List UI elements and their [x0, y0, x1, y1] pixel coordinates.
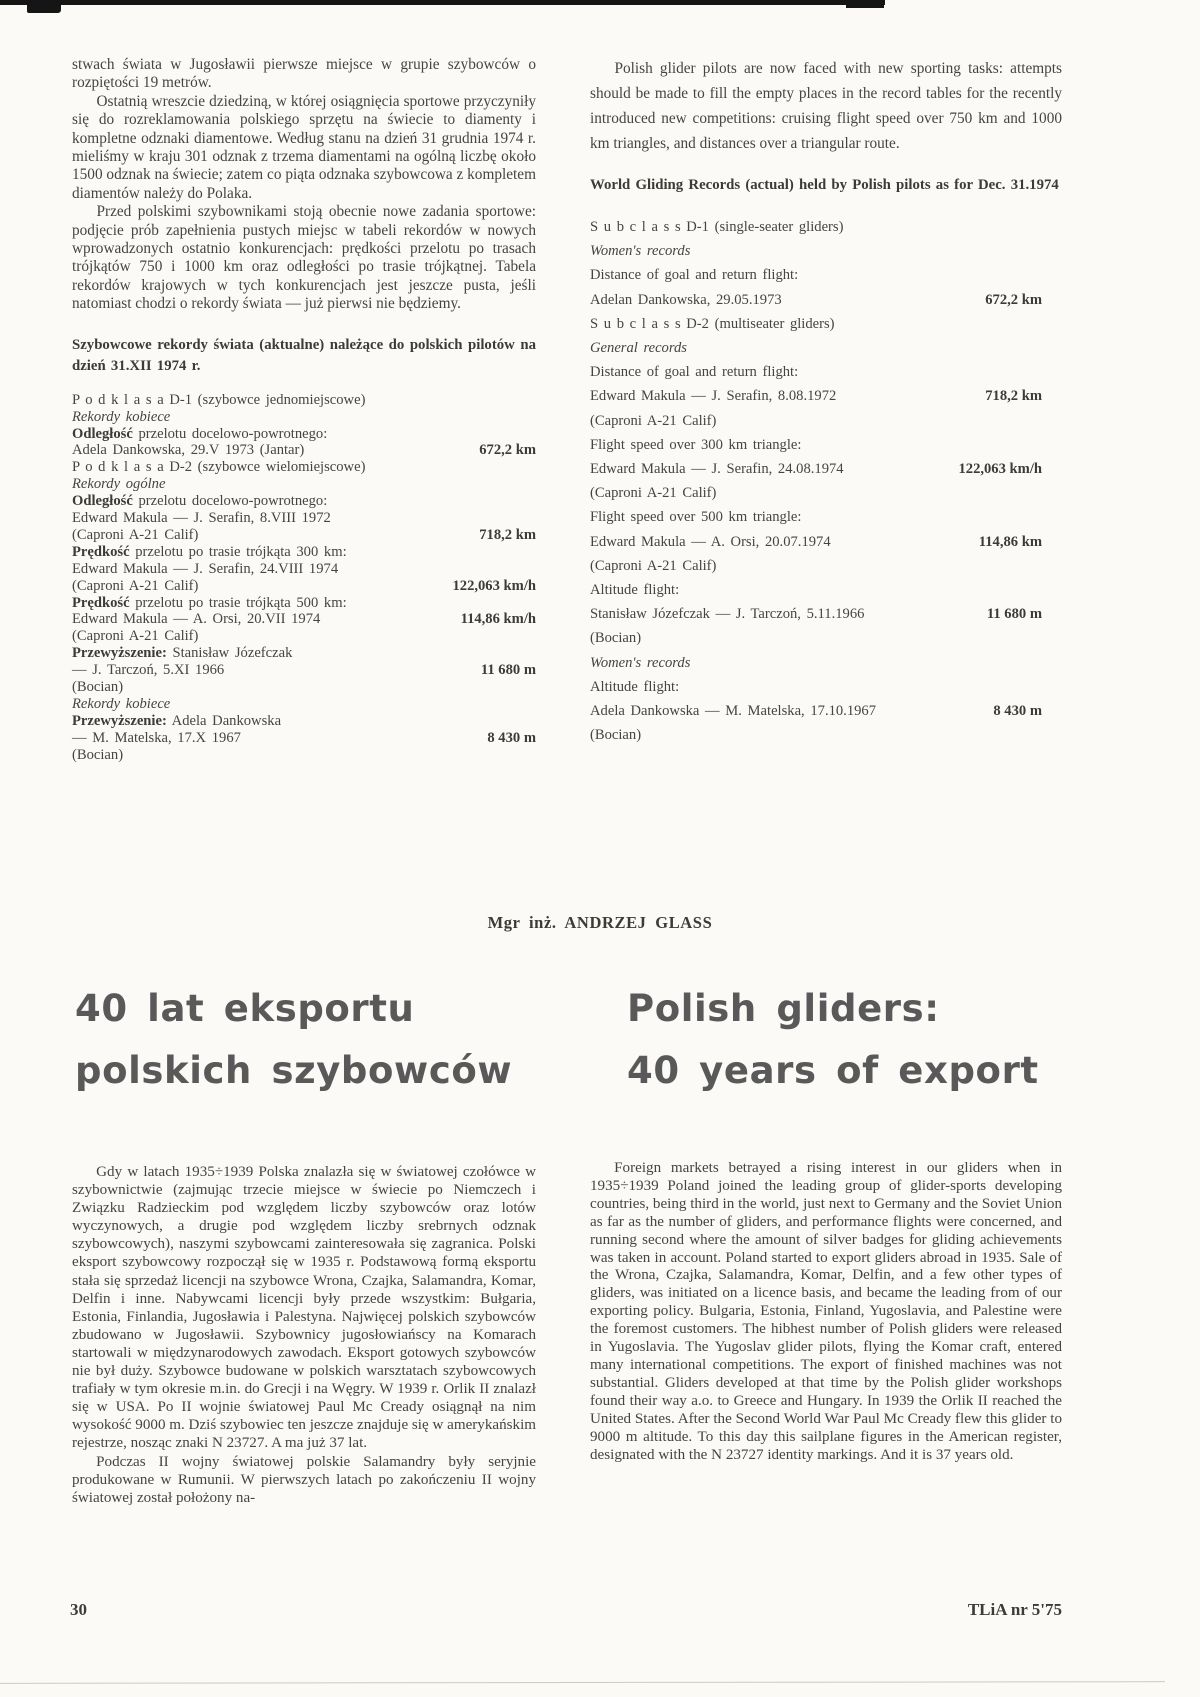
- record-detail: Adelan Dankowska, 29.05.1973: [590, 291, 782, 308]
- scan-artifact-top-band-segment: [846, 0, 884, 8]
- record-text: [72, 442, 304, 459]
- record-line: [590, 215, 1062, 239]
- record-detail: przelotu docelowo-powrotnego:: [132, 493, 328, 510]
- record-text: [72, 645, 292, 662]
- journal-issue-reference: TLiA nr 5'75: [967, 1600, 1062, 1619]
- record-line: [72, 595, 536, 612]
- record-text: [72, 730, 241, 747]
- record-detail: Rekordy kobiece: [72, 408, 171, 425]
- record-line: [590, 699, 1062, 723]
- record-term: Prędkość: [72, 543, 130, 560]
- record-value: 672,2 km: [985, 291, 1042, 308]
- record-text: [590, 215, 843, 239]
- record-value: 8 430 m: [487, 729, 536, 746]
- top-right-column-english: [590, 56, 1062, 747]
- article-title-polish-line2: polskich szybowców: [75, 1049, 513, 1092]
- record-detail: Adela Dankowska: [166, 712, 282, 729]
- record-detail: Edward Makula — A. Orsi, 20.07.1974: [590, 533, 831, 550]
- record-detail: (Caproni A-21 Calif): [72, 628, 199, 645]
- record-detail: (Caproni A-21 Calif): [72, 577, 199, 594]
- record-detail: Women's records: [590, 243, 691, 260]
- record-line: [590, 578, 1062, 602]
- scan-artifact-bottom-line: [0, 1681, 1165, 1684]
- record-value: 672,2 km: [479, 442, 536, 459]
- record-text: [590, 505, 801, 529]
- record-detail: (Caproni A-21 Calif): [590, 557, 717, 574]
- record-detail: (Bocian): [72, 746, 124, 763]
- paragraph: Podczas II wojny światowej polskie Salamandry były seryjnie produkowane w Rumunii. W pierwszych latach po zakończeniu II wojny światowej został położony na-: [72, 1453, 536, 1506]
- record-value: 114,86 km: [978, 533, 1042, 550]
- record-line: [590, 384, 1062, 408]
- record-text: [590, 360, 798, 384]
- record-detail: P o d k l a s a D-2 (szybowce wielomiejscowe): [72, 459, 366, 476]
- top-left-column-polish: [72, 56, 536, 764]
- record-detail: S u b c l a s s D-2 (multiseater gliders): [590, 315, 835, 332]
- record-line: [590, 481, 1062, 505]
- record-text: [72, 527, 198, 544]
- scan-artifact-corner-mark: [27, 0, 61, 13]
- record-detail: Adela Dankowska — M. Matelska, 17.10.1967: [590, 703, 877, 720]
- record-line: [590, 651, 1062, 675]
- record-line: [72, 679, 536, 696]
- record-text: [72, 459, 365, 476]
- record-line: [72, 442, 536, 459]
- record-detail: Altitude flight:: [590, 678, 680, 695]
- record-line: [590, 433, 1062, 457]
- polish-article-paragraphs: [72, 1163, 536, 1507]
- article-title-english-line1: Polish gliders:: [627, 987, 940, 1030]
- record-value: 718,2 km: [479, 526, 536, 543]
- record-text: [590, 530, 831, 554]
- record-value: 114,86 km/h: [460, 611, 536, 628]
- record-detail: (Bocian): [590, 727, 642, 744]
- record-line: [590, 312, 1062, 336]
- record-text: [590, 312, 835, 336]
- record-text: [72, 679, 123, 696]
- record-text: [590, 336, 687, 360]
- record-line: [590, 263, 1062, 287]
- record-line: [72, 611, 536, 628]
- article-title-polish-line1: 40 lat eksportu: [75, 987, 415, 1030]
- record-text: [72, 747, 123, 764]
- record-line: [590, 360, 1062, 384]
- record-line: [72, 426, 536, 443]
- record-detail: Flight speed over 300 km triangle:: [590, 436, 802, 453]
- records-heading-english: World Gliding Records (actual) held by Polish pilots as for Dec. 31.1974: [590, 177, 1059, 193]
- record-term: Prędkość: [72, 594, 130, 611]
- record-line: [72, 392, 536, 409]
- record-term: Przewyższenie:: [72, 712, 167, 729]
- record-line: [72, 645, 536, 662]
- records-list-polish: [72, 392, 536, 764]
- paragraph: Polish glider pilots are now faced with new sporting tasks: attempts should be made to fill the empty places in the record tables for the recently introduced new competitions: cruising flight speed over 750 km and 1000 km triangles, and distances over a triangular route.: [590, 60, 1062, 152]
- record-text: [72, 409, 170, 426]
- record-line: [72, 544, 536, 561]
- record-line: [590, 723, 1062, 747]
- record-line: [72, 662, 536, 679]
- english-intro-paragraphs: [590, 56, 1062, 156]
- record-line: [72, 527, 536, 544]
- record-detail: Rekordy ogólne: [72, 476, 166, 493]
- record-text: [72, 561, 338, 578]
- record-line: [590, 626, 1062, 650]
- record-term: Odległość: [72, 425, 133, 442]
- record-text: [72, 595, 347, 612]
- records-list-english: [590, 215, 1062, 747]
- record-text: [590, 651, 690, 675]
- record-line: [72, 561, 536, 578]
- page-number: 30: [70, 1600, 87, 1619]
- records-heading-polish: Szybowcowe rekordy świata (aktualne) należące do polskich pilotów na dzień 31.XII 1974 r.: [72, 336, 536, 374]
- record-term: Odległość: [72, 493, 133, 510]
- record-text: [72, 476, 165, 493]
- record-detail: przelotu po trasie trójkąta 500 km:: [129, 594, 347, 611]
- record-text: [72, 662, 224, 679]
- record-detail: przelotu docelowo-powrotnego:: [132, 425, 328, 442]
- record-value: 122,063 km/h: [452, 577, 536, 594]
- record-detail: Edward Makula — J. Serafin, 24.VIII 1974: [72, 560, 339, 577]
- english-article-paragraphs: [590, 1160, 1062, 1464]
- record-line: [72, 409, 536, 426]
- record-detail: Edward Makula — J. Serafin, 8.08.1972: [590, 388, 837, 405]
- record-text: [72, 578, 198, 595]
- record-line: [590, 554, 1062, 578]
- record-line: [590, 409, 1062, 433]
- record-line: [590, 288, 1062, 312]
- record-text: [590, 626, 641, 650]
- record-line: [72, 510, 536, 527]
- record-text: [72, 544, 347, 561]
- record-term: Przewyższenie:: [72, 645, 167, 662]
- article-body-english: [590, 1160, 1062, 1464]
- record-value: 8 430 m: [993, 703, 1042, 720]
- record-line: [72, 578, 536, 595]
- record-detail: — M. Matelska, 17.X 1967: [72, 729, 241, 746]
- record-detail: przelotu po trasie trójkąta 300 km:: [129, 543, 347, 560]
- record-line: [590, 530, 1062, 554]
- record-text: [590, 554, 716, 578]
- record-value: 718,2 km: [985, 388, 1042, 405]
- record-text: [590, 457, 844, 481]
- record-text: [590, 433, 801, 457]
- record-detail: Women's records: [590, 654, 691, 671]
- record-detail: Flight speed over 500 km triangle:: [590, 509, 802, 526]
- record-text: [590, 481, 716, 505]
- record-detail: Distance of goal and return flight:: [590, 364, 799, 381]
- record-text: [72, 426, 327, 443]
- record-text: [72, 696, 170, 713]
- record-detail: (Caproni A-21 Calif): [590, 485, 717, 502]
- record-line: [590, 675, 1062, 699]
- record-detail: Edward Makula — A. Orsi, 20.VII 1974: [72, 611, 321, 628]
- record-detail: P o d k l a s a D-1 (szybowce jednomiejscowe): [72, 391, 366, 408]
- record-detail: Adela Dankowska, 29.V 1973 (Jantar): [72, 442, 305, 459]
- record-line: [72, 696, 536, 713]
- record-text: [590, 699, 876, 723]
- paragraph: stwach świata w Jugosławii pierwsze miejsce w grupie szybowców o rozpiętości 19 metrów.: [72, 56, 536, 92]
- record-line: [590, 239, 1062, 263]
- record-value: 122,063 km/h: [958, 461, 1042, 478]
- record-detail: Edward Makula — J. Serafin, 8.VIII 1972: [72, 510, 331, 527]
- record-text: [590, 288, 782, 312]
- record-line: [72, 730, 536, 747]
- record-detail: (Caproni A-21 Calif): [590, 412, 717, 429]
- record-detail: — J. Tarczoń, 5.XI 1966: [72, 662, 225, 679]
- paragraph: Przed polskimi szybownikami stoją obecnie nowe zadania sportowe: podjęcie prób zapełnienia pustych miejsc w tabeli rekordów w nowych wprowadzonych ostatnio konkurencjach: prędkości przelotu po trasach trójkątów 750 i 1000 km oraz odległości po trasie trójkątnej. Tabela rekordów krajowych w tych konkurencjach jest jeszcze pusta, jeśli natomiast chodzi o rekordy świata — już pierwsi nie będziemy.: [72, 203, 536, 313]
- record-detail: Edward Makula — J. Serafin, 24.08.1974: [590, 461, 844, 478]
- record-detail: S u b c l a s s D-1 (single-seater gliders): [590, 219, 844, 235]
- record-line: [590, 602, 1062, 626]
- article-title-polish: [75, 978, 512, 1102]
- record-detail: (Bocian): [72, 679, 124, 696]
- record-text: [72, 493, 327, 510]
- record-line: [72, 476, 536, 493]
- record-text: [590, 384, 836, 408]
- record-detail: Altitude flight:: [590, 582, 680, 599]
- record-line: [72, 628, 536, 645]
- record-text: [72, 510, 331, 527]
- record-line: [590, 457, 1062, 481]
- record-text: [590, 409, 716, 433]
- paragraph: Ostatnią wreszcie dziedziną, w której osiągnięcia sportowe przyczyniły się do rozreklamowania polskiego sprzętu na świecie to diamenty i kompletne odznaki diamentowe. Według stanu na dzień 31 grudnia 1974 r. mieliśmy w kraju 301 odznak z trzema diamentami na ogólną liczbę około 1500 odznak na świecie; zatem co piąta odznaka szybowcowa z kompletem diamentów należy do Polaka.: [72, 92, 536, 202]
- article-title-english: [627, 978, 1039, 1102]
- article-title-english-line2: 40 years of export: [627, 1049, 1039, 1092]
- record-line: [72, 459, 536, 476]
- record-detail: (Bocian): [590, 630, 642, 647]
- record-text: [590, 675, 679, 699]
- record-detail: Stanisław Józefczak — J. Tarczoń, 5.11.1966: [590, 606, 865, 623]
- record-text: [72, 713, 281, 730]
- record-text: [590, 723, 641, 747]
- record-value: 11 680 m: [480, 662, 536, 679]
- record-detail: Stanisław Józefczak: [166, 645, 293, 662]
- record-line: [72, 713, 536, 730]
- article-body-polish: [72, 1163, 536, 1507]
- record-detail: (Caproni A-21 Calif): [72, 526, 199, 543]
- record-line: [590, 336, 1062, 360]
- record-text: [590, 578, 679, 602]
- record-line: [590, 505, 1062, 529]
- record-value: 11 680 m: [986, 606, 1042, 623]
- record-detail: General records: [590, 340, 687, 357]
- polish-intro-paragraphs: [72, 56, 536, 314]
- record-detail: Distance of goal and return flight:: [590, 267, 799, 284]
- record-text: [72, 611, 320, 628]
- record-text: [72, 628, 198, 645]
- paragraph: Gdy w latach 1935÷1939 Polska znalazła się w światowej czołówce w szybownictwie (zajmując trzecie miejsce w świecie po Niemczech i Związku Radzieckim pod względem liczby szybowców oraz lotów wyczynowych, a drugie pod względem liczby srebrnych odznak szybowcowych), naszymi szybowcami zainteresowała się zagranica. Polski eksport szybowcowy rozpoczął się w 1935 r. Podstawową formą eksportu stała się sprzedaż licencji na szybowce Wrona, Czajka, Salamandra, Komar, Delfin i inne. Nabywcami licencji były przede wszystkim: Bułgaria, Estonia, Finlandia, Jugosławia i Palestyna. Najwięcej polskich szybowców zbudowano w Jugosławii. Szybownicy jugosłowiańscy na Komarach startowali w międzynarodowych zawodach. Eksport gotowych szybowców nie był duży. Szybowce budowane w polskich warsztatach szybowcowych trafiały w tym okresie m.in. do Grecji i na Węgry. W 1939 r. Orlik II znalazł się w USA. Po II wojnie światowej Paul Mc Cready osiągnął na nim wysokość 9000 m. Dziś szybowiec ten jeszcze znajduje się w amerykańskim rejestrze, nosząc znaki N 23727. A ma już 37 lat.: [72, 1164, 537, 1452]
- record-text: [590, 239, 690, 263]
- record-text: [590, 602, 864, 626]
- record-detail: Rekordy kobiece: [72, 696, 171, 712]
- record-line: [72, 747, 536, 764]
- record-text: [72, 392, 365, 409]
- record-line: [72, 493, 536, 510]
- paragraph: Foreign markets betrayed a rising interest in our gliders when in 1935÷1939 Poland joined the leading group of glider-sports developing countries, being third in the world, just next to Germany and the Soviet Union as far as the number of gliders, and performance flights were concerned, and running second where the amount of silver badges for gliding achievements was taken in account. Poland started to export gliders abroad in 1935. Sale of the Wrona, Czajka, Salamandra, Komar, Delfin, and a few other types of gliders, was initiated on a licence basis, and became the leading from of our exporting policy. Bulgaria, Estonia, Finland, Yugoslavia, and Palestine were the foremost customers. The hibhest number of Polish gliders were released in Yugoslavia. The Yugoslav glider pilots, flying the Komar craft, entered many international competitions. The export of finished machines was not substantial. Gliders developed at that time by the Polish glider workshops found their way a.o. to Greece and Hungary. In 1939 the Orlik II reached the United States. After the Second World War Paul Mc Cready flew this glider to 9000 m altitude. To this day this sailplane figures in the American register, designated with the N 23727 identity markings. And it is 37 years old.: [590, 1160, 1062, 1463]
- scan-artifact-top-band: [0, 0, 885, 5]
- author-byline: Mgr inż. ANDRZEJ GLASS: [487, 913, 713, 932]
- record-text: [590, 263, 798, 287]
